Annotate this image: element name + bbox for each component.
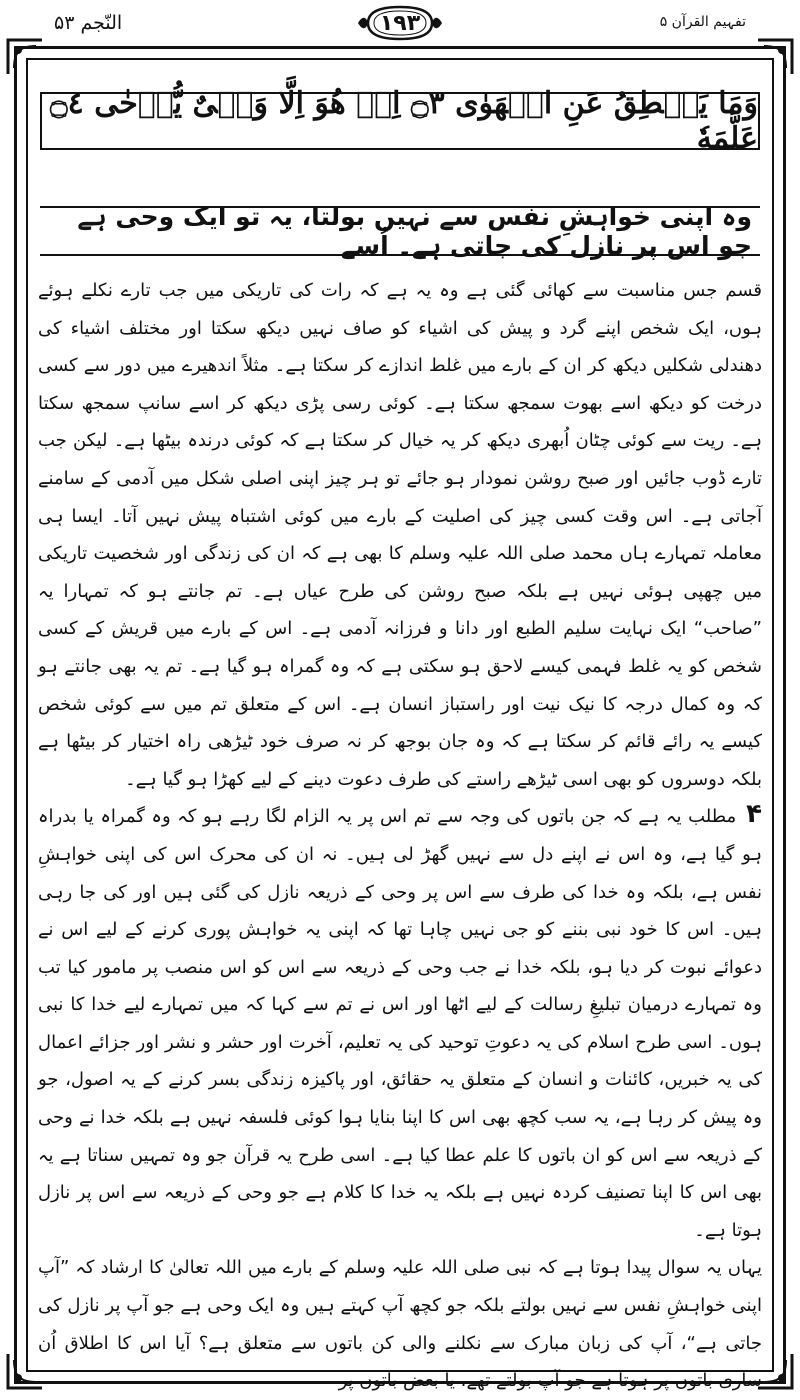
page-number: ۱۹۳ [379,10,421,36]
surah-reference: النّجم ۵۳ [54,12,123,34]
commentary-paragraph: یہاں یہ سوال پیدا ہوتا ہے کہ نبی صلی اللہ علیہ وسلم کے بارے میں اللہ تعالیٰ کا ارشاد کہ ”آپ اپنی خواہشِ نفس سے نہیں بولتے بلکہ جو کچھ آپ کہتے ہیں وہ ایک وحی ہے جو آپ پر نازل کی جاتی ہے“، آپ کی زبان مبارک سے نکلنے والی کن باتوں سے متعلق ہے؟ آیا اس کا اطلاق اُن ساری باتوں پر ہوتا ہے جو آپ بولتے تھے، یا بعض باتوں پر [38,1257,762,1392]
corner-ornament-icon [756,38,794,76]
commentary [38,272,762,1392]
ayah-text: وَمَا يَنۡطِقُ عَنِ الۡهَوٰى ۝٣ اِنۡ هُوَ اِلَّا وَحۡىٌ يُّوۡحٰى ۝٤ عَلَّمَهٗ [40,92,760,150]
page-number-badge [354,4,446,42]
book-title: تفہیم القرآن ۵ [659,14,746,30]
translation-text: وہ اپنی خواہشِ نفس سے نہیں بولتا، یہ تو ایک وحی ہے جو اس پر نازل کی جاتی ہے۔ اُسے [40,206,760,256]
note-number: ۴ [746,799,762,830]
page-header [14,4,786,44]
commentary-paragraph [38,798,762,1249]
commentary-paragraph: قسم جس مناسبت سے کھائی گئی ہے وہ یہ ہے کہ رات کی تاریکی میں جب تارے نکلے ہوئے ہوں، ایک شخص اپنے گرد و پیش کی اشیاء کو صاف نہیں دیکھ سکتا اور مختلف اشیاء کی دھندلی شکلیں دیکھ کر ان کے بارے میں غلط اندازے کر سکتا ہے۔ مثلاً اندھیرے میں دور سے کسی درخت کو دیکھ اسے بھوت سمجھ سکتا ہے۔ کوئی رسی پڑی دیکھ کر اسے سانپ سمجھ سکتا ہے۔ ریت سے کوئی چٹان اُبھری دیکھ کر یہ خیال کر سکتا ہے کہ کوئی درندہ بیٹھا ہے۔ لیکن جب تارے ڈوب جائیں اور صبح روشن نمودار ہو جائے تو ہر چیز اپنی اصلی شکل میں آدمی کے سامنے آجاتی ہے۔ اس وقت کسی چیز کی اصلیت کے بارے میں کوئی اشتباہ پیش نہیں آتا۔ ایسا ہی معاملہ تمہارے ہاں محمد صلی اللہ علیہ وسلم کا بھی ہے کہ ان کی زندگی اور شخصیت تاریکی میں چھپی ہوئی نہیں ہے بلکہ صبح روشن کی طرح عیاں ہے۔ تم جانتے ہو کہ تمہارا یہ ”صاحب“ ایک نہایت سلیم الطبع اور دانا و فرزانہ آدمی ہے۔ اس کے بارے میں قریش کے کسی شخص کو یہ غلط فہمی کیسے لاحق ہو سکتی ہے کہ وہ گمراہ ہو گیا ہے۔ تم یہ بھی جانتے ہو کہ وہ کمال درجہ کا نیک نیت اور راستباز انسان ہے۔ اس کے متعلق تم میں سے کوئی شخص کیسے یہ رائے قائم کر سکتا ہے کہ وہ جان بوجھ کر نہ صرف خود ٹیڑھی راہ اختیار کر بیٹھا ہے بلکہ دوسروں کو بھی اسی ٹیڑھے راستے کی طرف دعوت دینے کے لیے کھڑا ہو گیا ہے۔ [38,280,762,790]
commentary-note-text: مطلب یہ ہے کہ جن باتوں کی وجہ سے تم اس پر یہ الزام لگا رہے ہو کہ وہ گمراہ یا بدراہ ہو گیا ہے، وہ اس نے اپنے دل سے نہیں گھڑ لی ہیں۔ نہ ان کی محرک اس کی اپنی خواہشِ نفس ہے، بلکہ وہ خدا کی طرف سے اس پر وحی کے ذریعہ نازل کی گئی ہیں اور کی جا رہی ہیں۔ اس کا خود نبی بننے کو جی نہیں چاہا تھا کہ اپنی یہ خواہش پوری کرنے کے لیے اس نے دعوائے نبوت کر دیا ہو، بلکہ خدا نے جب وحی کے ذریعہ سے اس کو اس منصب پر مامور کیا تب وہ تمہارے درمیان تبلیغِ رسالت کے لیے اٹھا اور اس نے تم سے کہا کہ میں تمہارے لیے خدا کا نبی ہوں۔ اسی طرح اسلام کی یہ دعوتِ توحید کی یہ تعلیم، آخرت اور حشر و نشر اور جزائے اعمال کی یہ خبریں، کائنات و انسان کے متعلق یہ حقائق، اور پاکیزہ زندگی بسر کرنے کے یہ اصول، جو وہ پیش کر رہا ہے، یہ سب کچھ بھی اس کا اپنا بنایا ہوا کوئی فلسفہ نہیں ہے بلکہ خدا نے وحی کے ذریعہ سے اس کو ان باتوں کا علم عطا کیا ہے۔ اسی طرح یہ قرآن جو وہ تمہیں سناتا ہے یہ بھی اس کا اپنا تصنیف کردہ نہیں ہے بلکہ یہ خدا کا کلام ہے جو وحی کے ذریعہ سے اس پر نازل ہوتا ہے۔ [38,806,762,1241]
corner-ornament-icon [6,38,44,76]
